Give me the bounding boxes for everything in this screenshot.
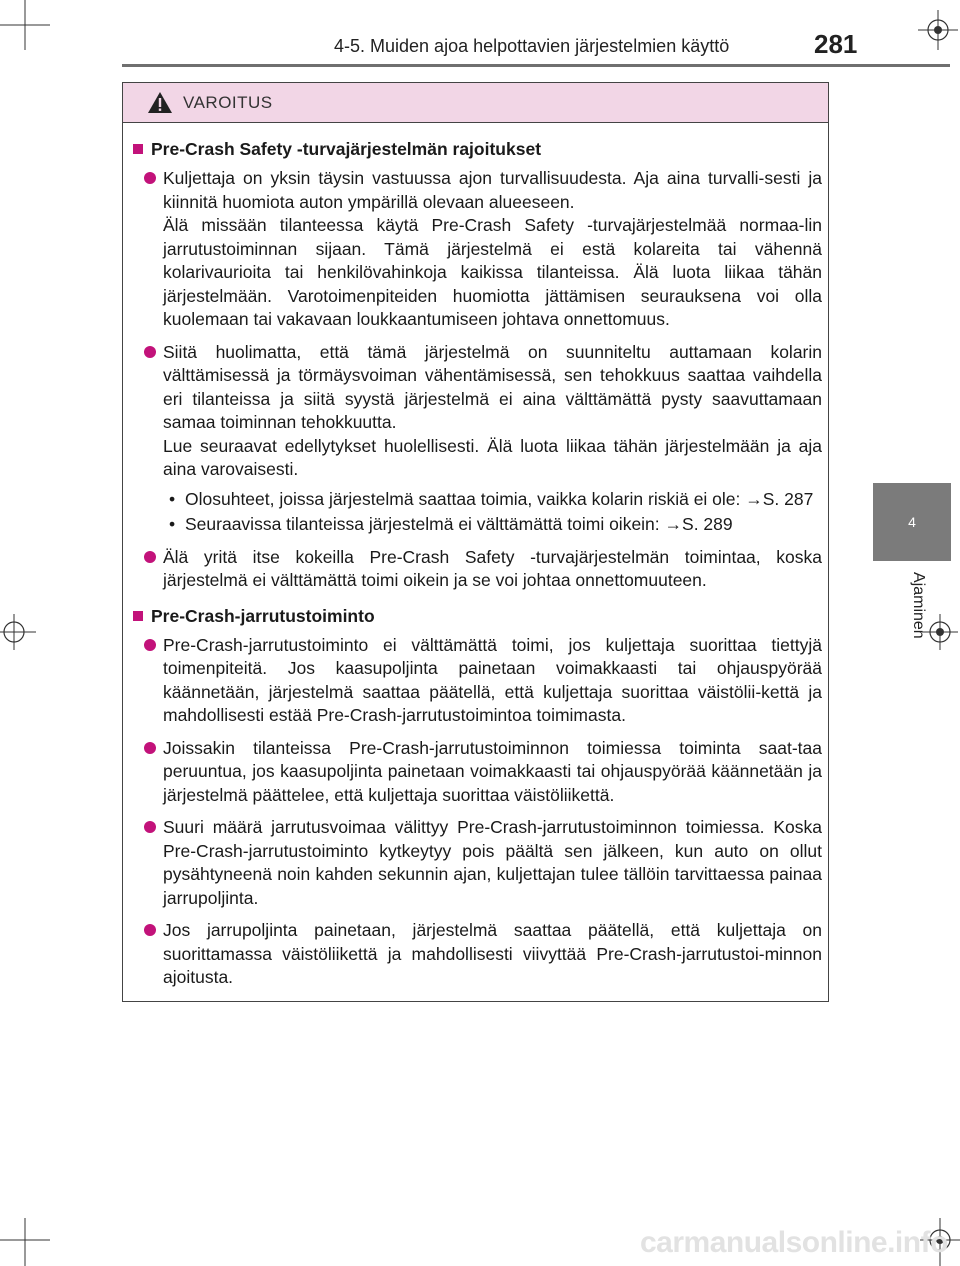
square-bullet-icon — [133, 144, 143, 154]
list-item — [133, 919, 822, 990]
chapter-number: 4 — [908, 514, 916, 530]
section-heading-text: Pre-Crash-jarrutustoiminto — [151, 605, 375, 626]
round-bullet-icon — [144, 821, 156, 833]
crop-mark-bottom-left — [0, 1218, 50, 1266]
crop-mark-top-left — [0, 0, 50, 50]
header-rule — [122, 64, 950, 67]
chapter-label: Ajaminen — [910, 572, 927, 639]
section-heading-text: Pre-Crash Safety -turvajärjestelmän rajoitukset — [151, 139, 542, 159]
paragraph: Siitä huolimatta, että tämä järjestelmä on suunniteltu auttamaan kolarin välttämisessä ja törmäysvoiman vähentämisessä, sen tehokkuus saattaa vaihdella eri tilanteissa ja siitä syystä järjestelmä ei aina välttämättä pysty saavuttamaan samaa toiminnan tehokkuutta. — [163, 341, 822, 432]
list-item — [133, 546, 822, 593]
sub-list-item — [163, 488, 822, 512]
round-bullet-icon — [144, 639, 156, 651]
paragraph: Lue seuraavat edellytykset huolellisesti. Älä luota liikaa tähän järjestelmään ja aja aina varovaisesti. — [163, 435, 822, 479]
paragraph: Kuljettaja on yksin täysin vastuussa ajon turvallisuudesta. Aja aina turvalli-sesti ja kiinnitä huomiota auton ympärillä olevaan alueeseen. — [163, 168, 822, 212]
chapter-tab — [873, 483, 951, 561]
warning-label: VAROITUS — [183, 92, 273, 112]
watermark: carmanualsonline.info — [640, 1226, 948, 1259]
section-heading — [133, 137, 822, 161]
list-item — [133, 341, 822, 537]
square-bullet-icon — [133, 611, 143, 621]
sub-list — [163, 488, 822, 537]
list-item — [133, 737, 822, 808]
paragraph: Joissakin tilanteissa Pre-Crash-jarrutustoiminnon toimiessa toiminta saat-taa peruuntua, jos kaasupoljinta painetaan voimakkaasti tai ohjauspyörää käännetään ja järjestelmä päättelee, että kuljettaja suorittaa väistöliikettä. — [163, 737, 822, 805]
sub-list-item — [163, 513, 822, 537]
sub-item-text: Seuraavissa tilanteissa järjestelmä ei välttämättä toimi oikein: →S. 289 — [185, 514, 733, 534]
paragraph: Jos jarrupoljinta painetaan, järjestelmä saattaa päätellä, että kuljettaja on suorittamassa väistöliikettä ja mahdollisesti viivyttää Pre-Crash-jarrutustoi-minnon ajoitusta. — [163, 920, 822, 987]
paragraph: Älä yritä itse kokeilla Pre-Crash Safety -turvajärjestelmän toimintaa, koska järjestelmä ei välttämättä toimi oikein ja se voi johtaa onnettomuuteen. — [163, 546, 822, 590]
warning-content — [123, 123, 828, 990]
round-bullet-icon — [144, 346, 156, 358]
round-bullet-icon — [144, 742, 156, 754]
warning-box — [122, 82, 829, 1002]
round-bullet-icon — [144, 551, 156, 563]
warning-header — [123, 83, 828, 123]
paragraph: Suuri määrä jarrutusvoimaa välittyy Pre-Crash-jarrutustoiminnon toimiessa. Koska Pre-Crash-jarrutustoiminto kytkeytyy pois päältä sen jälkeen, kun auto on ollut pysähtyneenä noin kahden sekunnin ajan, kuljettajan tulee tällöin tarvittaessa painaa jarrupoljinta. — [163, 817, 822, 908]
round-bullet-icon — [144, 172, 156, 184]
list-item — [133, 167, 822, 332]
paragraph: Pre-Crash-jarrutustoiminto ei välttämättä toimi, jos kuljettaja suorittaa tiettyjä toimenpiteitä. Jos kaasupoljinta painetaan voimakkaasti tai ohjauspyörää käännetään, järjestelmä saattaa päätellä, että kuljettaja suorittaa väistölii-kettä ja mahdollisesti estää Pre-Crash-jarrutustoimintoa toimimasta. — [163, 634, 822, 725]
sub-item-text: Olosuhteet, joissa järjestelmä saattaa toimia, vaikka kolarin riskiä ei ole: →S. 287 — [185, 488, 814, 509]
dot-bullet-icon: • — [169, 514, 176, 534]
round-bullet-icon — [144, 924, 156, 936]
registration-mark-top-right — [918, 10, 958, 50]
paragraph: Älä missään tilanteessa käytä Pre-Crash Safety -turvajärjestelmää normaa-lin jarrutustoiminnan sijaan. Tämä järjestelmä ei estä kolareita tai vähennä kolarivaurioita tai henkilövahinkoja kaikissa tilanteissa. Älä luota liikaa tähän järjestelmään. Varotoimenpiteiden huomiotta jättämisen seurauksena voi olla kuolemaan tai vakavaan loukkaantumiseen johtava onnettomuus. — [163, 215, 822, 329]
registration-mark-mid-left — [0, 612, 40, 652]
list-item — [133, 634, 822, 728]
page-header-title: 4-5. Muiden ajoa helpottavien järjestelmien käyttö — [334, 36, 730, 56]
warning-triangle-icon — [147, 91, 173, 114]
list-item — [133, 816, 822, 910]
dot-bullet-icon: • — [169, 488, 176, 509]
section-heading — [133, 604, 822, 628]
page-number: 281 — [814, 29, 858, 59]
